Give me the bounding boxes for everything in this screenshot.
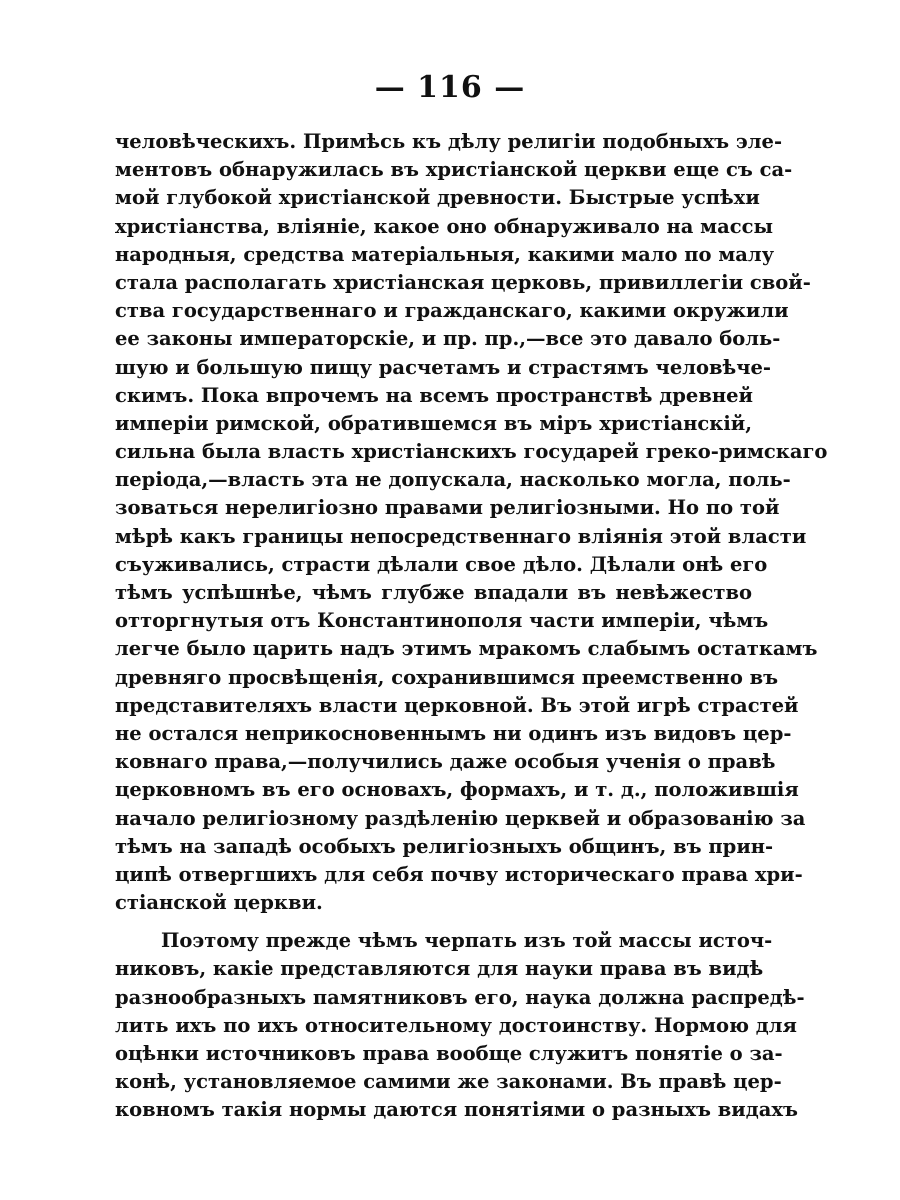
text-line: народныя, средства матеріальныя, какими мало по малу (115, 242, 775, 266)
text-line: никовъ, какіе представляются для науки права въ видѣ (115, 957, 764, 981)
text-line: ципѣ отвергшихъ для себя почву историческаго права хри- (115, 862, 803, 886)
text-line: не остался неприкосновеннымъ ни одинъ изъ видовъ цер- (115, 721, 792, 745)
body-text (115, 128, 828, 1125)
text-line: тѣмъ на западѣ особыхъ религіозныхъ общинъ, въ прин- (115, 834, 774, 858)
text-line: древняго просвѣщенія, сохранившимся преемственно въ (115, 665, 779, 689)
text-line: ства государственнаго и гражданскаго, какими окружили (115, 299, 789, 323)
text-line: церковномъ въ его основахъ, формахъ, и т. д., положившія (115, 778, 799, 802)
text-line: начало религіозному раздѣленію церквей и образованію за (115, 806, 806, 830)
text-line: ковномъ такія нормы даются понятіями о разныхъ видахъ (115, 1098, 798, 1122)
text-line: отторгнутыя отъ Константинополя части имперіи, чѣмъ (115, 609, 769, 633)
text-line: шую и большую пищу расчетамъ и страстямъ человѣче- (115, 355, 772, 379)
paragraph-gap (115, 917, 752, 927)
text-line: представителяхъ власти церковной. Въ этой игрѣ страстей (115, 693, 799, 717)
text-line: стала располагать христіанская церковь, привиллегіи свой- (115, 270, 811, 294)
text-line: христіанства, вліяніе, какое оно обнаруживало на массы (115, 214, 774, 238)
text-line: скимъ. Пока впрочемъ на всемъ пространствѣ древней (115, 383, 754, 407)
text-line: сильна была власть христіанскихъ государей греко-римскаго (115, 440, 828, 464)
text-line: разнообразныхъ памятниковъ его, наука должна распредѣ- (115, 985, 805, 1009)
text-line: ковнаго права,—получились даже особыя ученія о правѣ (115, 750, 776, 774)
text-line: ментовъ обнаружилась въ христіанской церкви еще съ са- (115, 158, 793, 182)
text-line: тѣмъ успѣшнѣе, чѣмъ глубже впадали въ невѣжество (115, 581, 752, 604)
text-line: человѣческихъ. Примѣсь къ дѣлу религіи подобныхъ эле- (115, 130, 783, 153)
text-line: мѣрѣ какъ границы непосредственнаго вліянія этой власти (115, 524, 807, 548)
text-line: мой глубокой христіанской древности. Быстрые успѣхи (115, 186, 760, 210)
text-line: легче было царить надъ этимъ мракомъ слабымъ остаткамъ (115, 637, 818, 661)
text-line: Поэтому прежде чѣмъ черпать изъ той массы источ- (161, 929, 773, 953)
text-line: имперіи римской, обратившемся въ міръ христіанскій, (115, 411, 752, 435)
text-line: съуживались, страсти дѣлали свое дѣло. Дѣлали онѣ его (115, 552, 768, 576)
page-number: — 116 — (374, 70, 526, 105)
text-line: лить ихъ по ихъ относительному достоинству. Нормою для (115, 1013, 797, 1037)
text-line: періода,—власть эта не допускала, насколько могла, поль- (115, 468, 791, 492)
text-line: ее законы императорскіе, и пр. пр.,—все это давало боль- (115, 327, 781, 351)
text-line: конѣ, установляемое самими же законами. Въ правѣ цер- (115, 1070, 782, 1094)
text-line: зоваться нерелигіозно правами религіозными. Но по той (115, 496, 780, 520)
paragraph (115, 927, 805, 1124)
text-line: оцѣнки источниковъ права вообще служитъ понятіе о за- (115, 1042, 783, 1065)
paragraph (115, 128, 828, 917)
text-line: стіанской церкви. (115, 891, 323, 915)
